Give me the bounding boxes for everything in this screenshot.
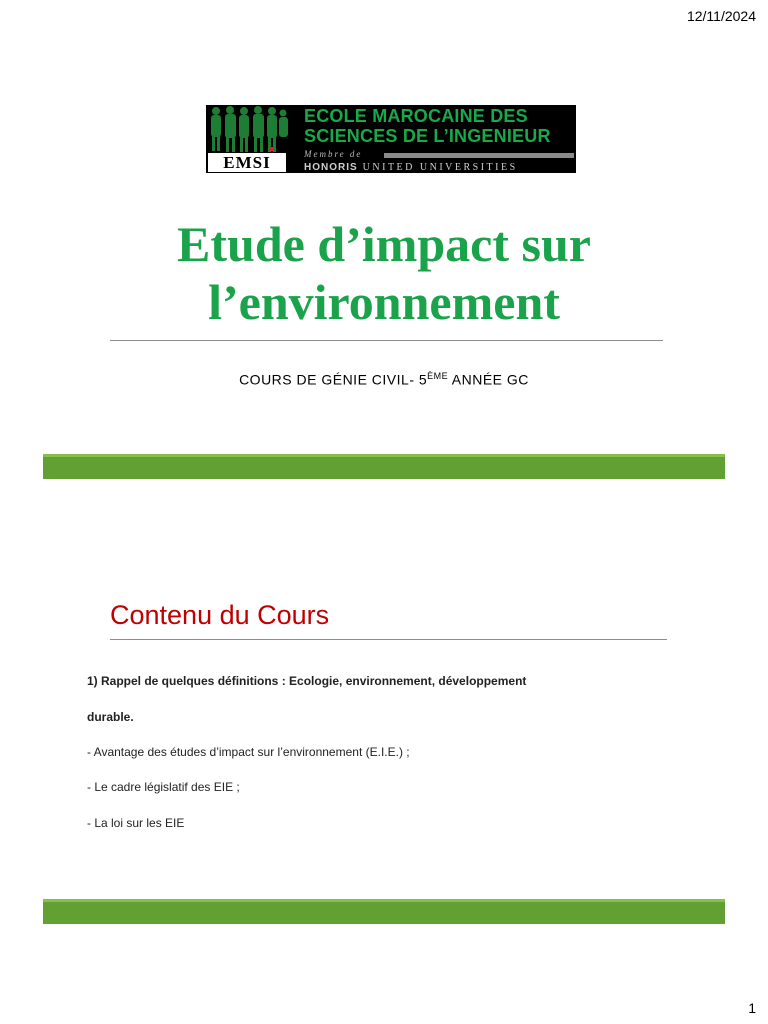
logo-honoris-rest: UNITED UNIVERSITIES (362, 162, 518, 173)
logo-honoris-text (304, 162, 518, 173)
emsi-logo (206, 105, 576, 173)
course-subtitle (0, 371, 768, 388)
logo-line-1: ECOLE MAROCAINE DES (304, 106, 528, 126)
logo-accent-dot (270, 147, 274, 151)
logo-divider-bar (384, 153, 574, 158)
content-item-4: - La loi sur les EIE (87, 816, 185, 830)
green-band-top (43, 454, 725, 479)
content-item-1-cont: durable. (87, 710, 134, 724)
logo-honoris-bold: HONORIS (304, 162, 358, 173)
content-item-3: - Le cadre législatif des EIE ; (87, 780, 240, 794)
logo-membre-text: Membre de (304, 149, 363, 159)
slide-date: 12/11/2024 (686, 8, 756, 24)
page-title (0, 215, 768, 331)
section-divider (110, 639, 667, 640)
title-divider (110, 340, 663, 341)
title-line-2: l’environnement (208, 274, 560, 330)
green-band-bottom (43, 899, 725, 924)
subtitle-after: ANNÉE GC (448, 371, 529, 388)
logo-line-2: SCIENCES DE L’INGENIEUR (304, 126, 551, 146)
section-heading: Contenu du Cours (110, 600, 330, 630)
subtitle-sup: ÈME (427, 371, 449, 381)
logo-emsi-text: EMSI (208, 153, 286, 172)
title-line-1: Etude d’impact sur (177, 216, 591, 272)
subtitle-before: COURS DE GÉNIE CIVIL- 5 (239, 371, 428, 388)
content-item-2: - Avantage des études d’impact sur l’environnement (E.I.E.) ; (87, 745, 410, 759)
page-number: 1 (748, 1000, 756, 1016)
content-item-1: 1) Rappel de quelques définitions : Ecologie, environnement, développement (87, 674, 527, 688)
